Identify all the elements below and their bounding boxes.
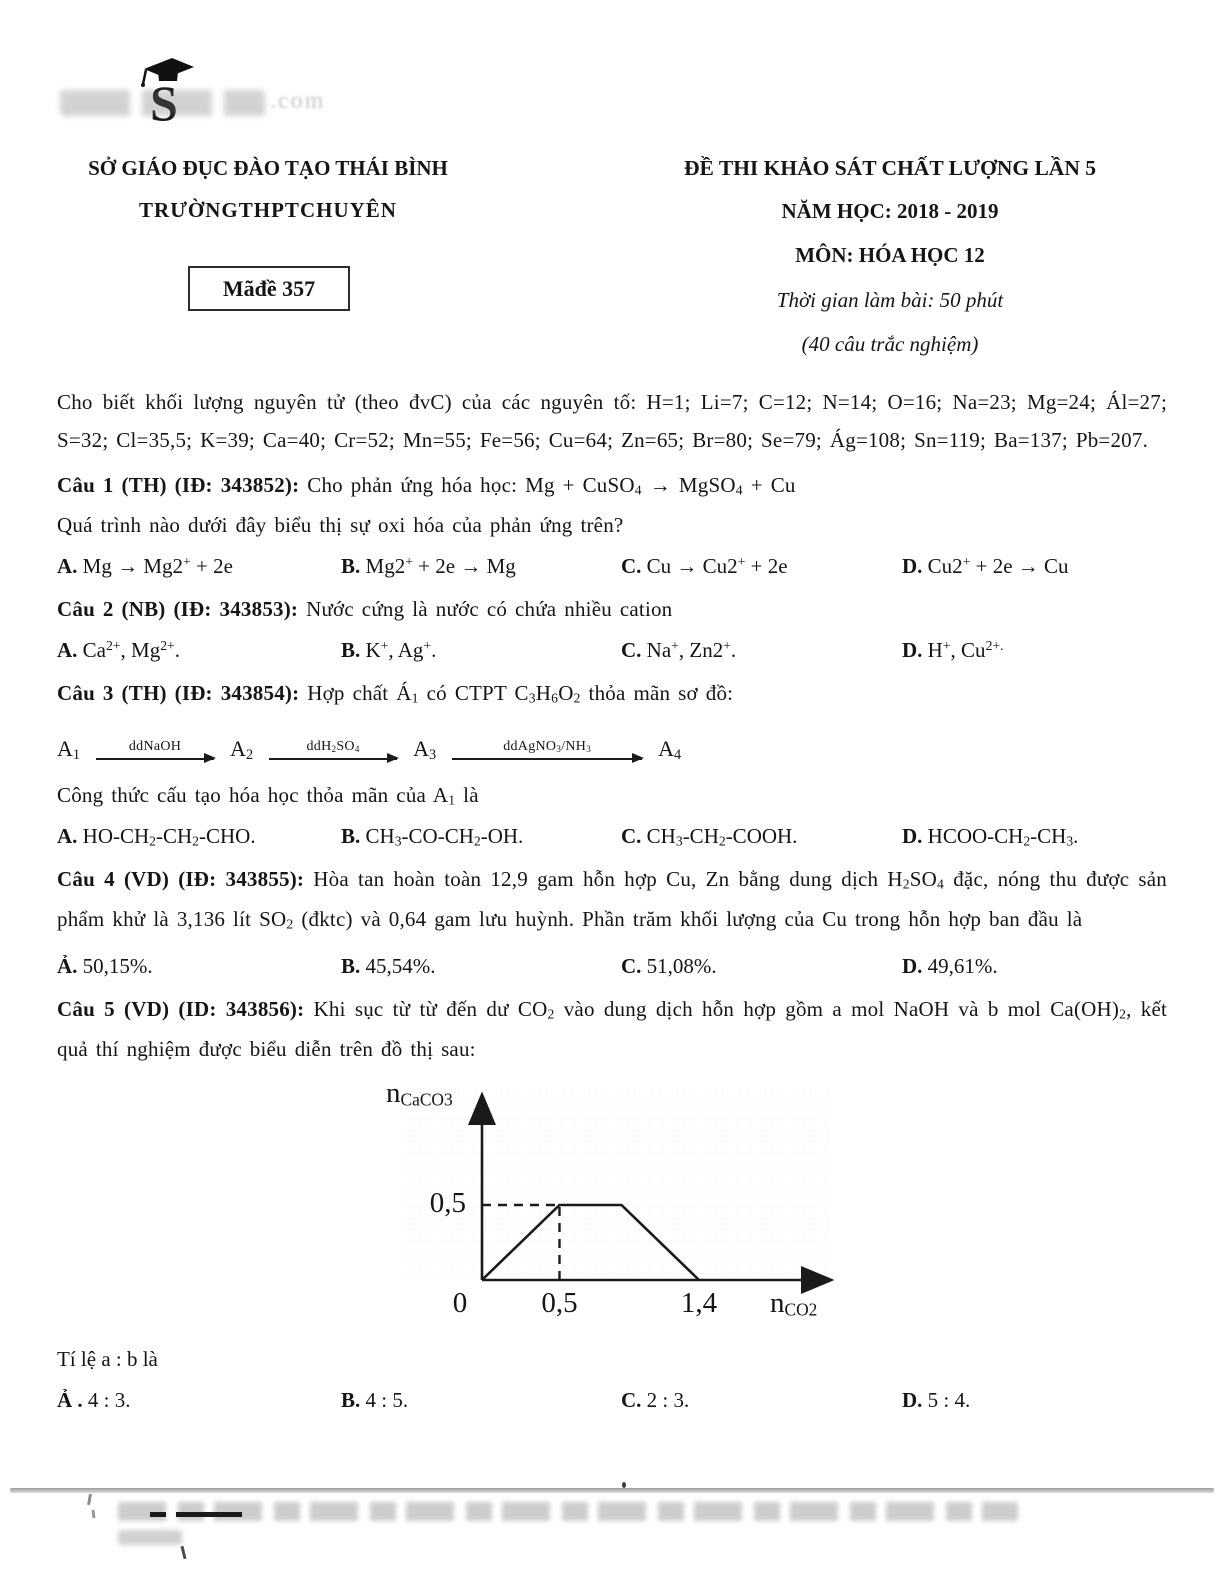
question-2-header: Câu 2 (NB) (IĐ: 343853): [57, 597, 299, 621]
option-d-label: D. [902, 554, 923, 578]
question-5-stem-text: Khi sục từ từ đến dư $CO_2$ vào dung dịch hỗn hợp gồm a mol NaOH và b mol $Ca(OH)_2$, kết quả thí nghiệm được biểu diễn trên đồ thị sau: [57, 997, 1168, 1061]
question-4-header: Câu 4 (VD) (IĐ: 343855): [57, 867, 305, 891]
option-a-label: A. [57, 554, 78, 578]
option-b [341, 545, 621, 587]
option-d [902, 545, 1167, 587]
option-d-text: H+, $Cu^{2+.}$ [927, 638, 1004, 662]
school-year: NĂM HỌC: 2018 - 2019 [781, 199, 999, 223]
question-5-options [57, 1379, 1167, 1421]
option-d-label: D. [902, 954, 923, 978]
option-a [57, 945, 341, 987]
question-1 [57, 465, 1167, 587]
option-b-label: B. [341, 824, 361, 848]
option-a-label: A. [57, 824, 78, 848]
question-1-prompt: Quá trình nào dưới đây biểu thị sự oxi hóa của phản ứng trên? [57, 513, 624, 537]
option-b-text: K+, Ag+. [365, 638, 437, 662]
question-1-options [57, 545, 1167, 587]
question-2 [57, 589, 1167, 671]
exam-title-block [640, 156, 1140, 357]
question-3-stem-text: Hợp chất $Á_1$ có CTPT $C_3H_6O_2$ thỏa mãn sơ đồ: [307, 681, 734, 706]
subject: MÔN: HÓA HỌC 12 [795, 243, 985, 267]
arrow-right-icon [96, 758, 214, 760]
scan-artifact-dash [176, 1512, 242, 1517]
option-b-text: 45,54%. [365, 954, 436, 978]
option-d [902, 1379, 1167, 1421]
footer-blurred-text [118, 1502, 1018, 1521]
scheme-node-a1: $A_1$ [57, 736, 81, 763]
question-1-header: Câu 1 (TH) (IĐ: 343852): [57, 473, 300, 497]
page-footer [0, 1488, 1224, 1584]
reaction-scheme [57, 717, 1167, 773]
option-b-text: 4 : 5. [365, 1388, 409, 1412]
option-d-label: D. [902, 638, 923, 662]
question-4-stem [57, 859, 1167, 939]
option-d-text: 5 : 4. [927, 1388, 971, 1412]
option-c-label: C. [621, 1388, 642, 1412]
y-axis-label: $n_{CaCO3}$ [386, 1077, 453, 1110]
option-a-label: Ả. [57, 954, 78, 978]
question-3-stem [57, 673, 1167, 713]
question-2-stem [57, 589, 1167, 629]
exam-title: ĐỀ THI KHẢO SÁT CHẤT LƯỢNG LẦN 5 [684, 156, 1096, 180]
option-c-text: 2 : 3. [646, 1388, 690, 1412]
option-d-text: Cu2+ + 2e → Cu [927, 554, 1069, 578]
option-c [621, 545, 902, 587]
option-c [621, 945, 902, 987]
option-a-label: A. [57, 638, 78, 662]
option-a-text: 4 : 3. [87, 1388, 131, 1412]
scheme-arrow-3 [452, 740, 642, 773]
option-a-label: Ả . [57, 1388, 83, 1412]
question-3 [57, 673, 1167, 857]
option-d [902, 815, 1167, 857]
option-d-text: 49,61%. [927, 954, 998, 978]
footer-divider [10, 1488, 1214, 1493]
option-c-label: C. [621, 638, 642, 662]
scheme-arrow-3-reagent: $ddAgNO_3/NH_3$ [503, 739, 592, 754]
option-c [621, 629, 902, 671]
question-5-header: Câu 5 (VD) (ID: 343856): [57, 997, 305, 1021]
option-a [57, 1379, 341, 1421]
option-d [902, 629, 1167, 671]
question-3-options [57, 815, 1167, 857]
option-a [57, 629, 341, 671]
duration: Thời gian làm bài: 50 phút [776, 288, 1004, 312]
option-c-text: $CH_3-CH_2$-COOH. [646, 824, 798, 849]
question-count: (40 câu trắc nghiệm) [801, 332, 979, 356]
scheme-node-a4: $A_4$ [658, 736, 682, 763]
exam-code-box: Mãđề 357 [188, 266, 350, 311]
scheme-node-a3: $A_3$ [413, 736, 437, 763]
scan-artifact [622, 1482, 626, 1488]
question-5-prompt: Tí lệ a : b là [57, 1347, 158, 1371]
footer-blurred-text-2 [118, 1530, 182, 1545]
scan-artifact [87, 1494, 92, 1505]
option-a-text: $HO-CH_2-CH_2$-CHO. [82, 824, 256, 849]
question-3-prompt: Công thức cấu tạo hóa học thỏa mãn của $A_1$ là [57, 783, 479, 808]
option-c [621, 815, 902, 857]
atomic-mass-note: Cho biết khối lượng nguyên tử (theo đvC) của các nguyên tố: H=1; Li=7; C=12; N=14; O=16; Na=23; Mg=24; Ál=27; S=32; Cl=35,5; K=39; Ca=40; Cr=52; Mn=55; Fe=56; Cu=64; Zn=65; Br=80; Se=79; Ág=108; Sn=119; Ba=137; Pb=207. [57, 390, 1167, 452]
option-c-text: Na+, Zn2+. [646, 638, 737, 662]
option-d-label: D. [902, 1388, 923, 1412]
option-b-label: B. [341, 1388, 361, 1412]
x-axis-label: $n_{CO2}$ [770, 1287, 818, 1320]
option-c-text: 51,08%. [646, 954, 717, 978]
option-a [57, 545, 341, 587]
arrow-right-icon [452, 758, 642, 760]
question-2-options [57, 629, 1167, 671]
option-b-label: B. [341, 954, 361, 978]
scheme-arrow-2 [269, 740, 397, 773]
option-a-text: 50,15%. [82, 954, 153, 978]
question-5-stem [57, 989, 1167, 1069]
option-c-label: C. [621, 954, 642, 978]
option-b [341, 1379, 621, 1421]
scan-artifact [92, 1510, 96, 1518]
scan-artifact-dash [150, 1512, 166, 1517]
option-d [902, 945, 1167, 987]
option-b [341, 815, 621, 857]
scan-artifact [180, 1546, 186, 1559]
question-4-stem-text: Hòa tan hoàn toàn 12,9 gam hỗn hợp Cu, Zn bằng dung dịch $H_2SO_4$ đặc, nóng thu được sản phẩm khử là 3,136 lít $SO_2$ (đktc) và 0,64 gam lưu huỳnh. Phần trăm khối lượng của Cu trong hỗn hợp ban đầu là [57, 867, 1167, 932]
scheme-node-a2: $A_2$ [230, 736, 254, 763]
question-5 [57, 989, 1167, 1421]
precipitate-vs-co2-chart [342, 1075, 872, 1333]
y-tick-label: 0,5 [429, 1187, 466, 1219]
option-c-label: C. [621, 824, 642, 848]
issuer-line2: TRƯỜNGTHPTCHUYÊN [139, 198, 397, 222]
svg-text:S: S [150, 75, 178, 131]
exam-body [0, 383, 1224, 1423]
option-a [57, 815, 341, 857]
question-2-stem-text: Nước cứng là nước có chứa nhiều cation [306, 597, 673, 621]
watermark-domain-fragment: .com [270, 88, 326, 114]
option-d-text: HCOO-$CH_2-CH_3$. [927, 824, 1079, 849]
scheme-arrow-1 [96, 740, 214, 773]
option-d-label: D. [902, 824, 923, 848]
option-a-text: Mg → Mg2+ + 2e [82, 554, 233, 578]
issuer-block [58, 156, 478, 223]
option-c-label: C. [621, 554, 642, 578]
option-b-label: B. [341, 554, 361, 578]
x-tick-label: 0,5 [541, 1287, 578, 1319]
question-1-stem-text: Cho phản ứng hóa học: Mg + CuSO$_4$ → MgSO$_4$ + Cu [307, 473, 796, 498]
question-4-options [57, 945, 1167, 987]
scheme-arrow-2-reagent: $ddH_2SO_4$ [306, 739, 360, 754]
x-tick-label: 0 [452, 1287, 468, 1319]
scheme-arrow-1-reagent: ddNaOH [128, 739, 182, 754]
x-tick-label: 1,4 [680, 1287, 718, 1319]
option-b [341, 629, 621, 671]
question-1-stem [57, 465, 1167, 505]
option-c-text: Cu → Cu2+ + 2e [646, 554, 788, 578]
option-a-text: $Ca^{2+}$, $Mg^{2+}$. [82, 638, 180, 662]
issuer-line1: SỞ GIÁO ĐỤC ĐÀO TẠO THÁI BÌNH [88, 156, 448, 180]
option-b-label: B. [341, 638, 361, 662]
option-b [341, 945, 621, 987]
question-4 [57, 859, 1167, 987]
arrow-right-icon [269, 758, 397, 760]
watermark-blurred-text [60, 90, 265, 116]
option-b-text: Mg2+ + 2e → Mg [365, 554, 516, 578]
question-3-header: Câu 3 (TH) (IĐ: 343854): [57, 681, 300, 705]
page-header [0, 0, 1224, 383]
graph-paper-grid [400, 1089, 830, 1281]
option-c [621, 1379, 902, 1421]
option-b-text: $CH_3-CO-CH_2-OH$. [365, 824, 524, 849]
